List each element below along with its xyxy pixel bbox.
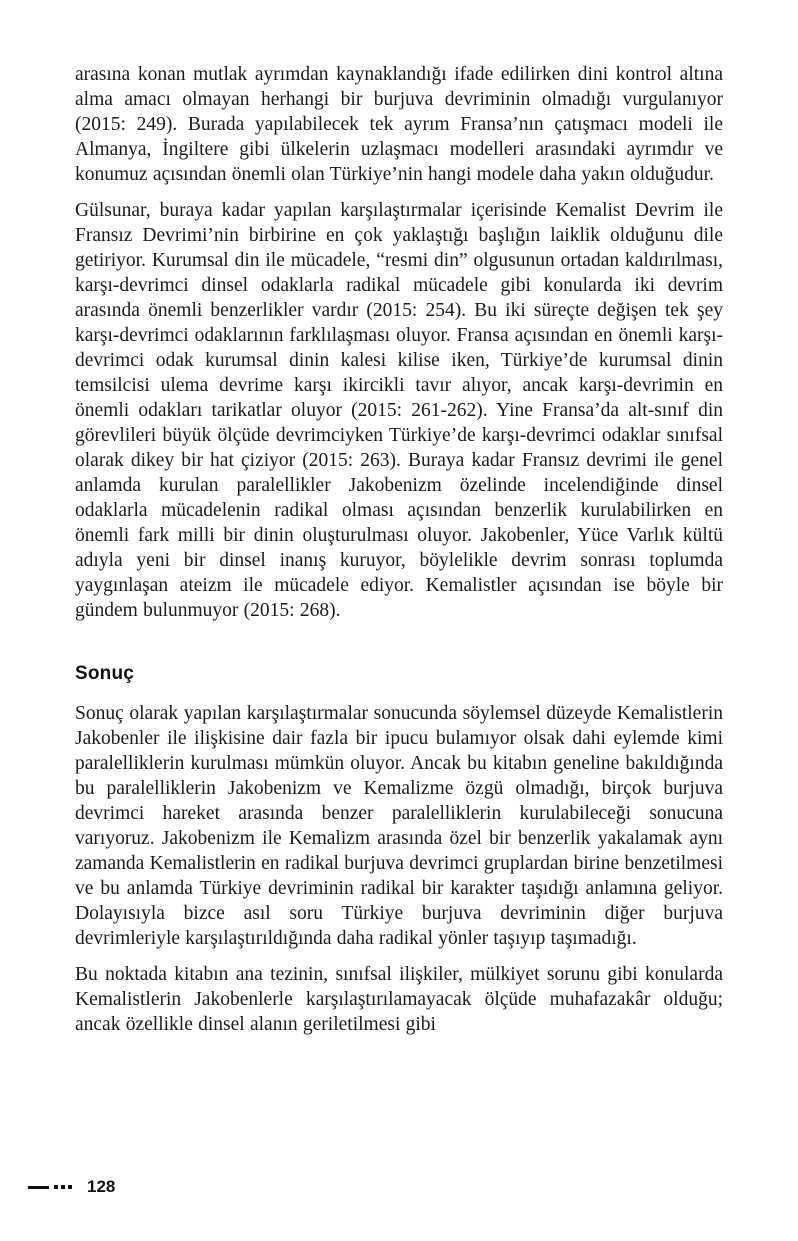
square-icon: [68, 1185, 72, 1189]
page-body: [75, 62, 723, 1048]
square-icon: [61, 1185, 65, 1189]
section-heading: Sonuç: [75, 663, 135, 684]
paragraph: arasına konan mutlak ayrımdan kaynaklandığı ifade edilirken dini kontrol altına alma amacı olmayan herhangi bir burjuva devriminin olmadığı vurgulanıyor (2015: 249). Burada yapılabilecek tek ayrım Fransa’nın çatışmacı modeli ile Almanya, İngiltere gibi ülkelerin uzlaşmacı modelleri arasındaki ayrımdır ve konumuz açısından önemli olan Türkiye’nin hangi modele daha yakın olduğudur.: [75, 64, 723, 185]
dash-icon: [28, 1186, 49, 1189]
square-icon: [54, 1185, 58, 1189]
page-footer: [28, 1177, 115, 1197]
paragraph: Gülsunar, buraya kadar yapılan karşılaştırmalar içerisinde Kemalist Devrim ile Fransız Devrimi’nin birbirine en çok yaklaştığı başlığın laiklik olduğunu dile getiriyor. Kurumsal din ile mücadele, “resmi din” olgusunun ortadan kaldırılması, karşı-devrimci dinsel odaklarla radikal mücadele gibi konularda iki devrim arasında önemli benzerlikler vardır (2015: 254). Bu iki süreçte değişen tek şey karşı-devrimci odaklarının farklılaşması oluyor. Fransa açısından en önemli karşı-devrimci odak kurumsal dinin kalesi kilise iken, Türkiye’de kurumsal dinin temsilcisi ulema devrime karşı ikircikli tavır alıyor, ancak karşı-devrimin en önemli odakları tarikatlar oluyor (2015: 261-262). Yine Fransa’da alt-sınıf din görevlileri büyük ölçüde devrimciyken Türkiye’de karşı-devrimci odaklar sınıfsal olarak dikey bir hat çiziyor (2015: 263). Buraya kadar Fransız devrimi ile genel anlamda kurulan paralellikler Jakobenizm özelinde incelendiğinde dinsel odaklarla mücadelenin radikal olması açısından benzerlik kurulabilirken en önemli fark milli bir dinin oluşturulması oluyor. Jakobenler, Yüce Varlık kültü adıyla yeni bir dinsel inanış kuruyor, böylelikle devrim sonrası toplumda yaygınlaşan ateizm ile mücadele ediyor. Kemalistler açısından ise böyle bir gündem bulunmuyor (2015: 268).: [75, 200, 723, 621]
footer-ornament: [28, 1185, 75, 1189]
paragraph: Bu noktada kitabın ana tezinin, sınıfsal ilişkiler, mülkiyet sorunu gibi konularda Kemalistlerin Jakobenlerle karşılaştırılamayacak ölçüde muhafazakâr olduğu; ancak özellikle dinsel alanın geriletilmesi gibi: [75, 964, 723, 1035]
page-number: 128: [87, 1177, 116, 1196]
paragraph: Sonuç olarak yapılan karşılaştırmalar sonucunda söylemsel düzeyde Kemalistlerin Jakobenler ile ilişkisine dair fazla bir ipucu bulamıyor olsak dahi eylemde kimi paralelliklerin kurulması mümkün oluyor. Ancak bu kitabın geneline bakıldığında bu paralelliklerin Jakobenizm ve Kemalizme özgü olmadığı, birçok burjuva devrimci hareket arasında benzer paralelliklerin kurulabileceği sonucuna varıyoruz. Jakobenizm ile Kemalizm arasında özel bir benzerlik yakalamak aynı zamanda Kemalistlerin en radikal burjuva devrimci gruplardan birine benzetilmesi ve bu anlamda Türkiye devriminin radikal bir karakter taşıdığı anlamına geliyor. Dolayısıyla bizce asıl soru Türkiye burjuva devriminin diğer burjuva devrimleriyle karşılaştırıldığında daha radikal yönler taşıyıp taşımadığı.: [75, 703, 723, 949]
